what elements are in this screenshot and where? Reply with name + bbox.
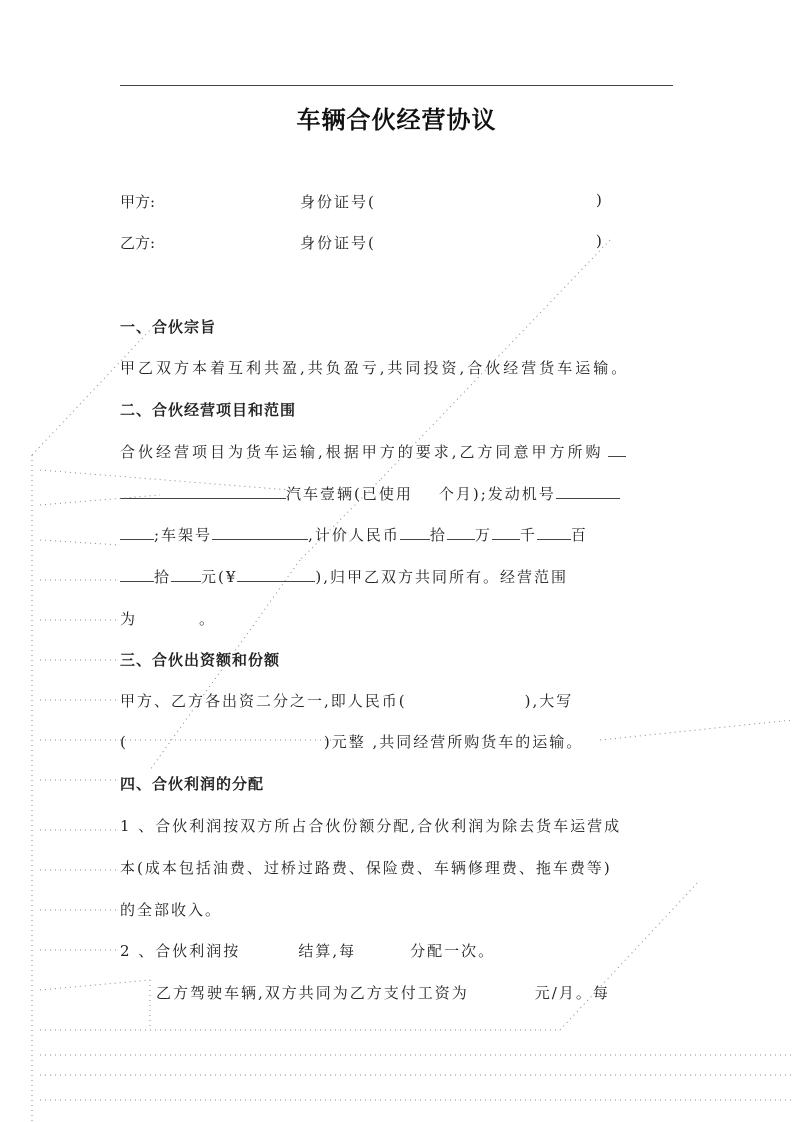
section-2-line-3d: 万 (474, 526, 492, 544)
section-1-heading: 一、合伙宗旨 (120, 318, 217, 336)
section-3-heading: 三、合伙出资额和份额 (120, 651, 281, 669)
section-2-line-3e: 千 (519, 526, 537, 544)
section-4-para-2b: 结算,每 (298, 942, 357, 960)
section-2-line-3a: ;车架号 (154, 526, 213, 544)
section-2-line-4c: ),归甲乙双方共同所有。经营范围 (315, 568, 569, 586)
section-4-heading: 四、合伙利润的分配 (120, 775, 265, 793)
party-a-id-close: ) (596, 191, 602, 209)
section-2-line-2b: 个月);发动机号 (438, 485, 556, 503)
section-4-para-3b: 元/月。每 (534, 984, 610, 1002)
section-1-text: 甲乙双方本着互利共盈,共负盈亏,共同投资,合伙经营货车运输。 (120, 359, 630, 377)
section-2-line-3c: 拾 (429, 526, 447, 544)
section-4-para-1-line-3: 的全部收入。 (120, 901, 223, 919)
party-b-label: 乙方: (120, 234, 156, 252)
party-a-label: 甲方: (120, 193, 156, 211)
document-title: 车辆合伙经营协议 (296, 106, 497, 134)
section-2-heading: 二、合伙经营项目和范围 (120, 401, 297, 419)
section-4-para-1-line-2: 本(成本包括油费、过桥过路费、保险费、车辆修理费、拖车费等) (120, 859, 612, 877)
party-b-id-close: ) (596, 232, 602, 250)
section-4-para-3a: 乙方驾驶车辆,双方共同为乙方支付工资为 (156, 984, 469, 1002)
section-2-line-5a: 为 (120, 610, 138, 628)
section-4-para-2c: 分配一次。 (410, 942, 496, 960)
section-2-line-4b: 元(¥ (201, 568, 238, 586)
section-2-line-5b: 。 (199, 610, 217, 628)
section-2-line-2a: 汽车壹辆(已使用 (286, 485, 413, 503)
section-2-line-4a: 拾 (154, 568, 172, 586)
party-a-id-label: 身份证号( (300, 193, 376, 211)
section-3-line-1b: ),大写 (524, 692, 574, 710)
section-3-line-2a: ( (120, 733, 128, 751)
section-2-line-1-text: 合伙经营项目为货车运输,根据甲方的要求,乙方同意甲方所购 (120, 443, 604, 461)
section-3-line-2b: )元整 ,共同经营所购货车的运输。 (323, 733, 584, 751)
section-3-line-1a: 甲方、乙方各出资二分之一,即人民币( (120, 692, 407, 710)
section-2-line-3b: ,计价人民币 (308, 526, 400, 544)
section-2-line-3f: 百 (570, 526, 588, 544)
party-b-id-label: 身份证号( (300, 234, 376, 252)
section-4-para-2a: 2 、合伙利润按 (120, 942, 241, 960)
section-4-para-1-line-1: 1 、合伙利润按双方所占合伙份额分配,合伙利润为除去货车运营成 (120, 817, 622, 835)
